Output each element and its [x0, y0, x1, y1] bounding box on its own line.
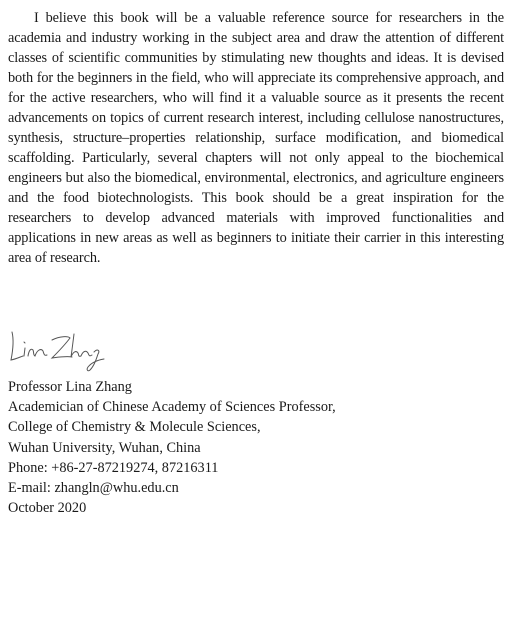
preface-paragraph: I believe this book will be a valuable reference source for researchers in the academia and industry working in the subject area and draw the attention of different classes of scientific communities by stimulating new thoughts and ideas. It is devised both for the beginners in the field, who will appreciate its comprehensive approach, and for the active researchers, who will find it a valuable source as it presents the recent advancements on topics of current research interest, including cellulose nanostructures, synthesis, structure–properties relationship, surface modification, and biomedical scaffolding. Particularly, several chapters will not only appeal to the biochemical engineers but also the biomedical, environmental, electronics, and agriculture engineers and the food biotechnologists. This book should be a great inspiration for the researchers to develop advanced materials with improved functionalities and applications in new areas as well as beginners to initiate their carrier in this interesting area of research. [8, 10, 504, 266]
author-university: Wuhan University, Wuhan, China [8, 439, 201, 456]
author-title: Academician of Chinese Academy of Sciences Professor, [8, 399, 336, 416]
author-phone: Phone: +86-27-87219274, 87216311 [8, 459, 219, 476]
author-department: College of Chemistry & Molecule Sciences, [8, 419, 261, 436]
author-date: October 2020 [8, 500, 87, 517]
author-email: E-mail: zhangln@whu.edu.cn [8, 480, 179, 497]
signature-graphic [8, 326, 108, 374]
author-signature-block [8, 377, 508, 518]
handwritten-signature [8, 326, 108, 374]
author-name: Professor Lina Zhang [8, 379, 132, 395]
